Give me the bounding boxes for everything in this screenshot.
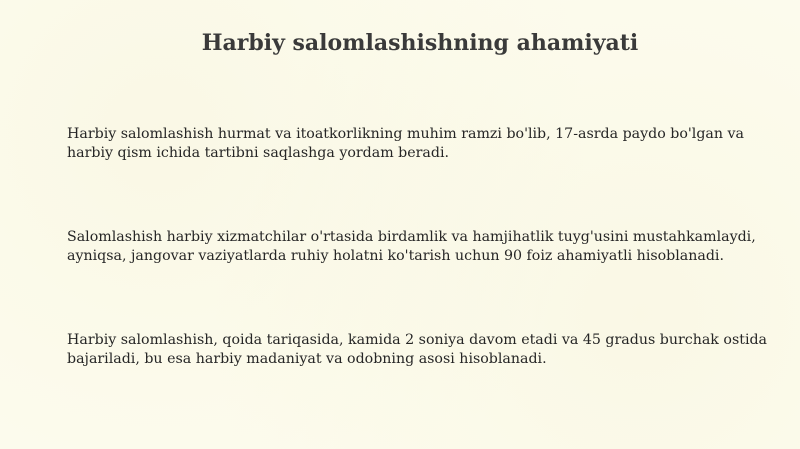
slide-title: Harbiy salomlashishning ahamiyati [201, 30, 639, 56]
paragraph-1: Harbiy salomlashish hurmat va itoatkorlikning muhim ramzi bo'lib, 17-asrda paydo bo'lgan va harbiy qism ichida tartibni saqlashga yordam beradi. [67, 126, 744, 161]
paragraph-2: Salomlashish harbiy xizmatchilar o'rtasida birdamlik va hamjihatlik tuyg'usini mustahkamlaydi, ayniqsa, jangovar vaziyatlarda ruhiy holatni ko'tarish uchun 90 foiz ahamiyatli hisoblanadi. [67, 229, 756, 264]
paragraph-3: Harbiy salomlashish, qoida tariqasida, kamida 2 soniya davom etadi va 45 gradus burchak ostida bajariladi, bu esa harbiy madaniyat va odobning asosi hisoblanadi. [67, 332, 768, 367]
